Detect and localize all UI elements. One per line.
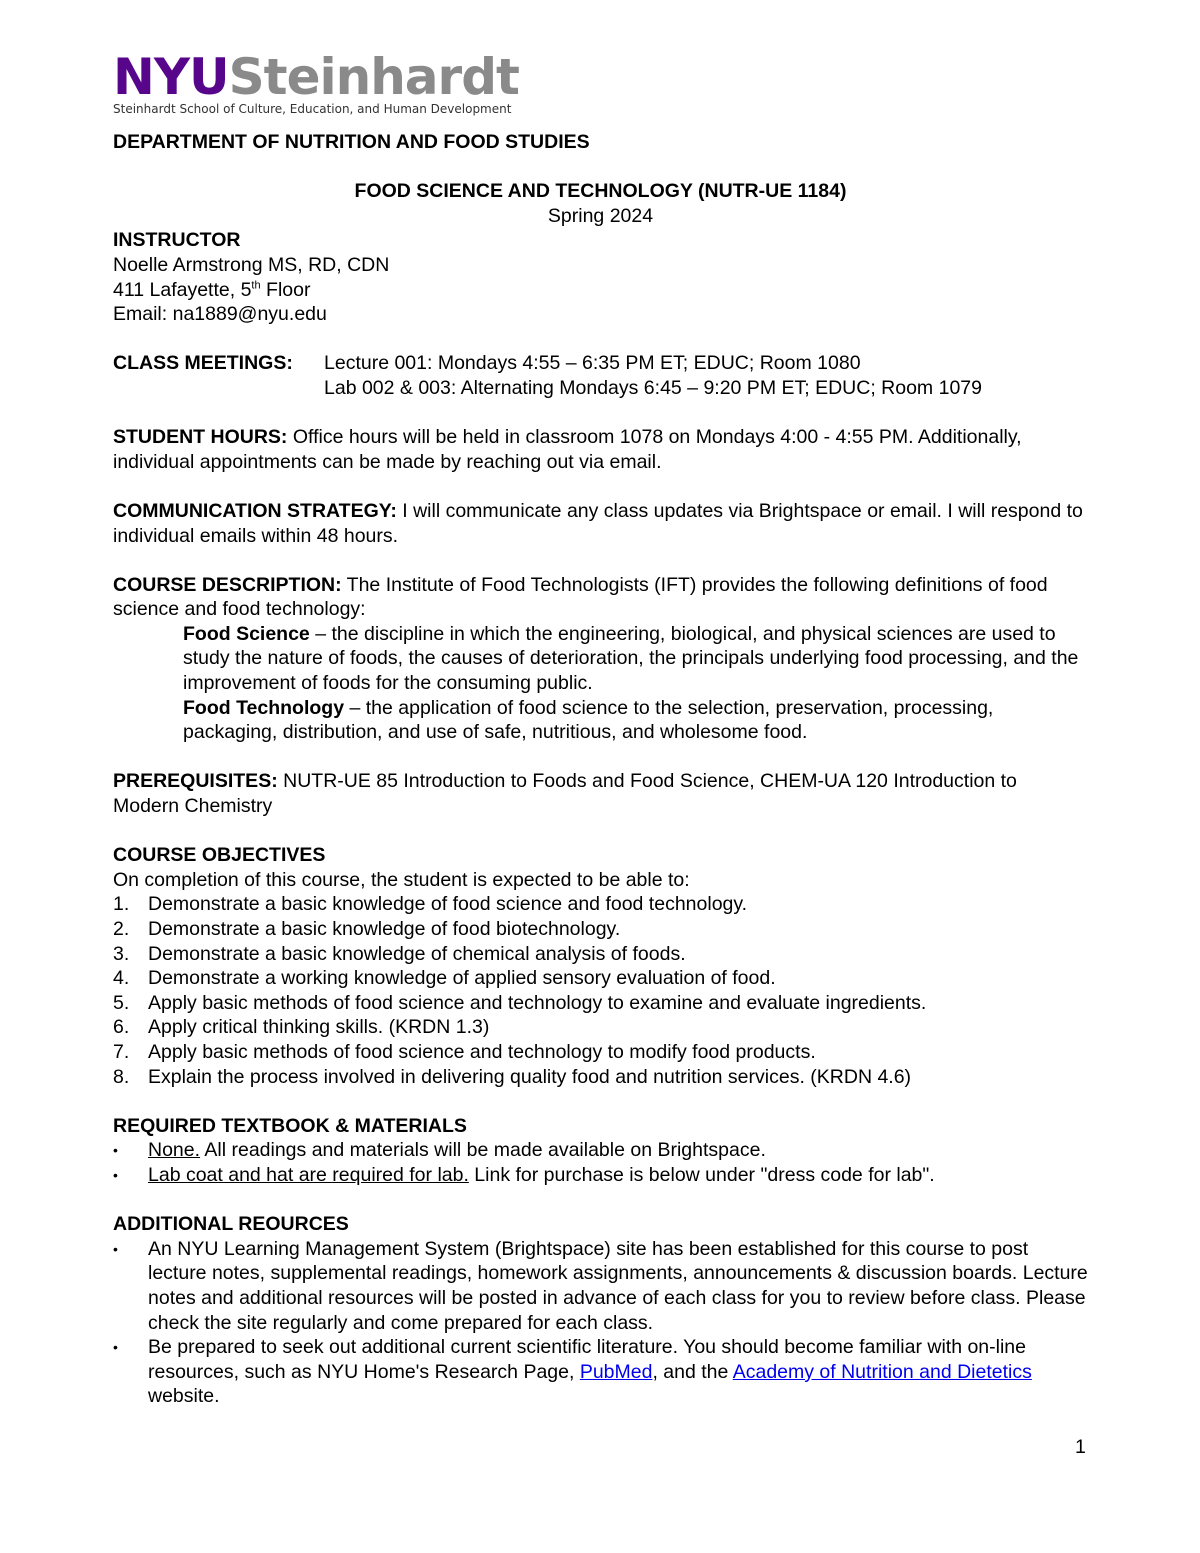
instructor-name: Noelle Armstrong MS, RD, CDN [113,253,390,276]
list-item: 5. Apply basic methods of food science and technology to examine and evaluate ingredients. [113,991,927,1014]
class-meetings [113,351,1088,400]
list-item: 8. Explain the process involved in delivering quality food and nutrition services. (KRDN 4.6) [113,1065,912,1088]
bullet-icon: • [113,1166,118,1183]
list-item: • An NYU Learning Management System (Brightspace) site has been established for this course to post lecture notes, supplemental readings, homework assignments, announcements & discussion boards. Lecture notes and additional resources will be posted in advance of each class for you to review before class. Please check the site regularly and come prepared for each class. [113,1237,1088,1334]
pubmed-link[interactable]: PubMed [579,1360,653,1383]
list-item: • Lab coat and hat are required for lab. Link for purchase is below under "dress code for lab". [113,1163,935,1186]
food-science-definition: Food Science – the discipline in which the engineering, biological, and physical sciences are used to study the nature of foods, the causes of deterioration, the principals underlying food processing, and the improvement of foods for the consuming public. [183,622,1079,695]
food-technology-definition: Food Technology – the application of food science to the selection, preservation, processing, packaging, distribution, and use of safe, nutritious, and wholesome food. [183,696,994,744]
department-heading: DEPARTMENT OF NUTRITION AND FOOD STUDIES [113,131,590,153]
bullet-icon: • [113,1142,118,1159]
textbook-list [113,1138,1088,1187]
objectives-list [113,892,1088,1089]
objectives-heading: COURSE OBJECTIVES [113,844,326,867]
lecture-meeting: Lecture 001: Mondays 4:55 – 6:35 PM ET; EDUC; Room 1080 [324,352,861,375]
list-item: 3. Demonstrate a basic knowledge of chemical analysis of foods. [113,942,686,965]
instructor-address: 411 Lafayette, 5th Floor [113,278,311,301]
lab-meeting: Lab 002 & 003: Alternating Mondays 6:45 – 9:20 PM ET; EDUC; Room 1079 [324,376,982,399]
textbook-heading: REQUIRED TEXTBOOK & MATERIALS [113,1114,467,1137]
instructor-email: Email: na1889@nyu.edu [113,303,327,326]
list-item: 4. Demonstrate a working knowledge of applied sensory evaluation of food. [113,967,776,990]
academy-link[interactable]: Academy of Nutrition and Dietetics [732,1360,1032,1383]
page-number: 1 [1075,1436,1086,1458]
instructor-heading: INSTRUCTOR [113,229,241,252]
bullet-icon: • [113,1240,118,1257]
list-item: • Be prepared to seek out additional current scientific literature. You should become familiar with on-line resources, such as NYU Home's Research Page, PubMed, and the Academy of Nutrition and Dietetics website. [113,1336,1032,1408]
resources-heading: ADDITIONAL REOURCES [113,1213,349,1236]
nyu-steinhardt-logo [113,48,1088,118]
resources-list [113,1237,1088,1409]
list-item: • None. All readings and materials will be made available on Brightspace. [113,1139,766,1162]
list-item: 7. Apply basic methods of food science and technology to modify food products. [113,1040,816,1063]
objectives-intro: On completion of this course, the student is expected to be able to: [113,868,690,891]
course-description: COURSE DESCRIPTION: The Institute of Food Technologists (IFT) provides the following definitions of food science and food technology: [113,573,1048,621]
syllabus-page [113,48,1088,1409]
bullet-icon: • [113,1339,118,1356]
logo-steinhardt: Steinhardt [228,48,519,106]
list-item: 1. Demonstrate a basic knowledge of food science and food technology. [113,893,748,916]
course-term: Spring 2024 [547,204,654,227]
class-meetings-label: CLASS MEETINGS: [113,352,293,375]
course-title: FOOD SCIENCE AND TECHNOLOGY (NUTR-UE 1184) [354,180,847,203]
prerequisites: PREREQUISITES: NUTR-UE 85 Introduction to Foods and Food Science, CHEM-UA 120 Introduction to Modern Chemistry [113,770,1017,818]
communication-strategy: COMMUNICATION STRATEGY: I will communicate any class updates via Brightspace or email. I will respond to individual emails within 48 hours. [113,499,1083,547]
logo-nyu: NYU [113,48,229,106]
list-item: 2. Demonstrate a basic knowledge of food biotechnology. [113,918,621,940]
logo-subtitle: Steinhardt School of Culture, Education, and Human Development [113,102,512,116]
student-hours: STUDENT HOURS: Office hours will be held in classroom 1078 on Mondays 4:00 - 4:55 PM. Additionally, individual appointments can be made by reaching out via email. [113,426,1022,473]
list-item: 6. Apply critical thinking skills. (KRDN 1.3) [113,1016,490,1039]
